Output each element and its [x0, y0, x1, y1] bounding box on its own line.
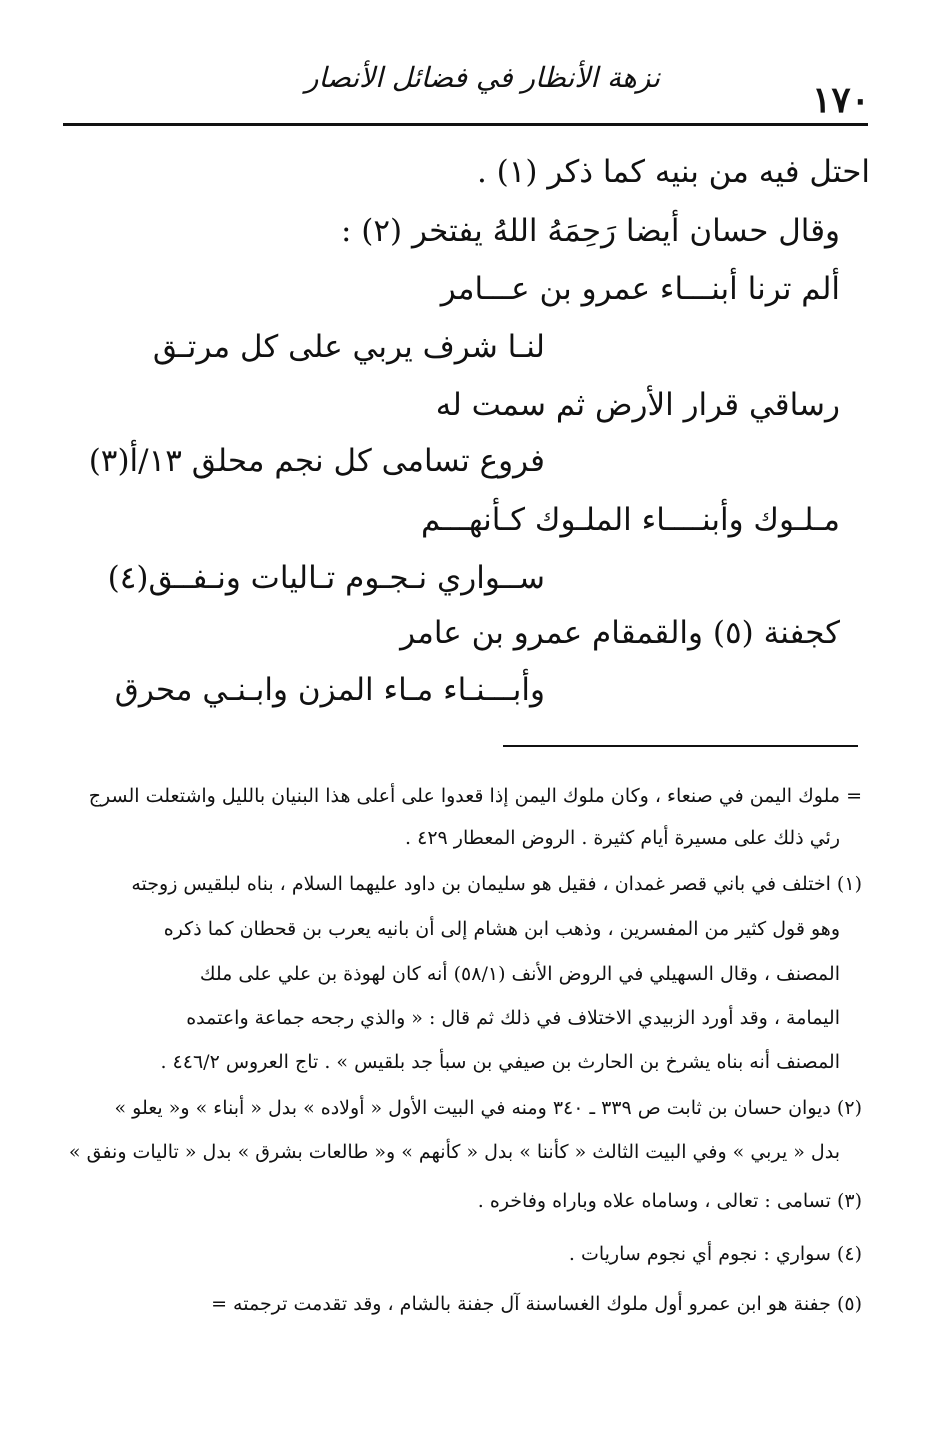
verse-4-first-hemistich: كجفنة (٥) والقمقام عمرو بن عامر — [400, 615, 840, 651]
footnote-4-line: (٤) سواري : نجوم أي نجوم ساريات . — [568, 1243, 862, 1265]
body-line-1: احتل فيه من بنيه كما ذكر (١) . — [476, 154, 870, 190]
footnote-line: = ملوك اليمن في صنعاء ، وكان ملوك اليمن إذا قعدوا على أعلى هذا البنيان بالليل واشتعلت السرج — [88, 785, 862, 807]
verse-1-second-hemistich: لنـا شرف يربي على كل مرتـق — [152, 329, 545, 365]
footnote-5-line: (٥) جفنة هو ابن عمرو أول ملوك الغساسنة آل جفنة بالشام ، وقد تقدمت ترجمته = — [211, 1293, 862, 1315]
footnote-1-line: وهو قول كثير من المفسرين ، وذهب ابن هشام إلى أن بانيه يعرب بن قحطان كما ذكره — [163, 918, 840, 940]
footnote-1-line: المصنف ، وقال السهيلي في الروض الأنف (٥٨/١) أنه كان لهوذة بن علي على ملك — [199, 963, 840, 985]
footnote-1-line: المصنف أنه بناه يشرخ بن الحارث بن صيفي بن سبأ جد بلقيس » . تاج العروس ٤٤٦/٢ . — [160, 1051, 840, 1073]
verse-2-second-hemistich: فروع تسامى كل نجم محلق ١٣/أ(٣) — [88, 443, 545, 479]
footnote-separator — [503, 745, 858, 747]
footnote-3-line: (٣) تسامى : تعالى ، وساماه علاه وباراه وفاخره . — [477, 1190, 862, 1212]
body-line-2: وقال حسان أيضا رَحِمَهُ اللهُ يفتخر (٢) : — [340, 213, 840, 249]
footnote-1-line: (١) اختلف في باني قصر غمدان ، فقيل هو سليمان بن داود عليهما السلام ، بناه لبلقيس زوجته — [131, 873, 862, 895]
verse-2-first-hemistich: رساقي قرار الأرض ثم سمت له — [435, 387, 840, 423]
verse-3-second-hemistich: ســواري نـجـوم تـاليات ونـفــق(٤) — [107, 560, 545, 596]
footnote-1-line: اليمامة ، وقد أورد الزبيدي الاختلاف في ذلك ثم قال : « والذي رجحه جماعة واعتمده — [186, 1007, 840, 1029]
page-number: ١٧٠ — [811, 79, 870, 121]
running-header-title: نزهة الأنظار في فضائل الأنصار — [305, 61, 660, 94]
verse-1-first-hemistich: ألم ترنا أبنـــاء عمرو بن عـــامر — [440, 271, 840, 307]
verse-4-second-hemistich: وأبـــنـاء مـاء المزن وابـنـي محرق — [114, 672, 545, 708]
footnote-2-line: بدل « يربي » وفي البيت الثالث « كأننا » بدل « كأنهم » و« طالعات بشرق » بدل « تاليات ونفق » — [68, 1141, 840, 1163]
verse-3-first-hemistich: مـلـوك وأبنــــاء الملـوك كـأنهـــم — [420, 502, 840, 538]
footnote-line: رئي ذلك على مسيرة أيام كثيرة . الروض المعطار ٤٢٩ . — [405, 827, 840, 849]
header-rule — [63, 123, 868, 126]
footnote-2-line: (٢) ديوان حسان بن ثابت ص ٣٣٩ ـ ٣٤٠ ومنه في البيت الأول « أولاده » بدل « أبناء » و« يعلو » — [114, 1097, 862, 1119]
